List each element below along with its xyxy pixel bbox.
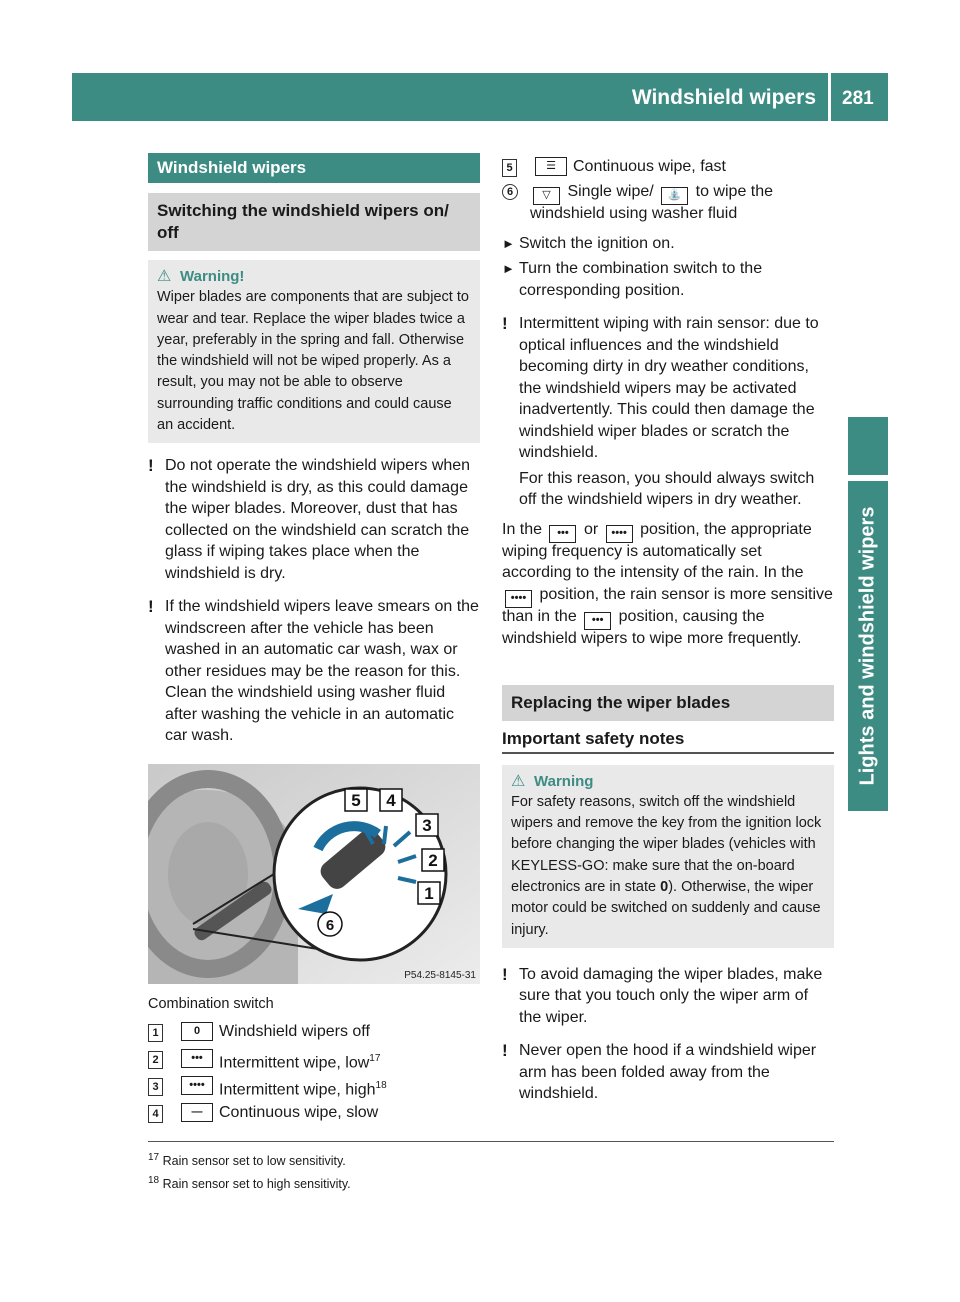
footnote-ref: 18 <box>375 1080 387 1092</box>
intermittent-low-icon: ••• <box>181 1049 213 1068</box>
exclamation-icon: ! <box>502 1041 508 1061</box>
step-arrow-icon: ► <box>502 235 515 251</box>
exclamation-icon: ! <box>502 964 508 984</box>
header-divider <box>828 73 831 121</box>
footnote: $^{17}$ Rain sensor set to low sensitivity. <box>148 1152 346 1169</box>
figure-label-4: 4 <box>386 790 396 810</box>
warning-triangle-icon: ⚠ <box>157 268 172 285</box>
figure-label-5: 5 <box>351 790 361 810</box>
list-item: 2 ••• Intermittent wipe, low$^{17}$ <box>148 1048 480 1069</box>
figure-label-2: 2 <box>428 850 438 870</box>
list-item: 4 — Continuous wipe, slow <box>148 1102 480 1123</box>
continuous-slow-icon: — <box>181 1103 213 1122</box>
chapter-tab[interactable] <box>848 481 888 811</box>
subheading: Important safety notes <box>502 728 834 754</box>
instruction-step: ► Switch the ignition on. <box>502 233 834 255</box>
item-number: 3 <box>148 1078 163 1096</box>
instruction-step: ► Turn the combination switch to the corresponding position. <box>502 260 763 299</box>
item-number: 2 <box>148 1051 163 1069</box>
figure-label-3: 3 <box>422 815 432 835</box>
intermittent-low-icon: ••• <box>584 612 611 630</box>
warning-text: Wiper blades are components that are subject to wear and tear. Replace the wiper blades twice a year, preferably in the spring and fall. Otherwise the windshield will not be wiped properly. As a result, you may not be able to observe surrounding traffic conditions and could cause an accident. <box>157 289 469 434</box>
list-item: 5 ☰ Continuous wipe, fast <box>502 156 834 177</box>
exclamation-icon: ! <box>502 314 508 333</box>
combination-switch-illustration <box>148 764 480 984</box>
right-column <box>502 156 834 1105</box>
figure-label-1: 1 <box>424 883 434 903</box>
list-item: 1 0 Windshield wipers off <box>148 1021 480 1042</box>
subsection-heading: Replacing the wiper blades <box>502 685 834 721</box>
item-number: 4 <box>148 1105 163 1123</box>
caution-note: ! Intermittent wiping with rain sensor: due to optical influences and the windshield becoming dirty in dry weather conditions, the windshield wipers may be activated inadvertently. This could then damage the windshield wiper blades or scratch the windshield. For this reason, you should always switch off the windshield wipers in dry weather. <box>502 314 819 508</box>
subsection-heading: Switching the windshield wipers on/ off <box>148 193 480 251</box>
intermittent-high-icon: •••• <box>505 590 532 608</box>
continuous-fast-icon: ☰ <box>535 157 567 176</box>
washer-fluid-icon: ⛲ <box>661 187 688 205</box>
intermittent-low-icon: ••• <box>549 525 576 543</box>
caution-note: ! Never open the hood if a windshield wiper arm has been folded away from the windshield. <box>502 1041 817 1103</box>
footnote: $^{18}$ Rain sensor set to high sensitivity. <box>148 1175 351 1192</box>
footnote-ref: 17 <box>369 1053 381 1065</box>
section-heading: Windshield wipers <box>148 153 480 183</box>
caution-note: ! Do not operate the windshield wipers when the windshield is dry, as this could damage the wiper blades. Moreover, dust that has collected on the windshield can scratch the glass if wiping takes place when the windshield is dry. <box>148 456 471 582</box>
caution-note: ! To avoid damaging the wiper blades, make sure that you touch only the wiper arm of the wiper. <box>502 964 823 1026</box>
item-number: 5 <box>502 159 517 177</box>
warning-heading: ⚠ Warning <box>534 771 825 792</box>
left-column <box>148 153 480 1123</box>
rain-sensor-paragraph: In the ••• or •••• position, the appropriate wiping frequency is automatically set according to the intensity of the rain. In the •••• position, the rain sensor is more sensitive than in the ••• position, causing the windshield wipers to wipe more frequently. <box>502 520 833 647</box>
warning-triangle-icon: ⚠ <box>511 772 526 790</box>
chapter-tab-label: Lights and windshield wipers <box>856 506 879 786</box>
intermittent-high-icon: •••• <box>181 1076 213 1095</box>
item-number: 1 <box>148 1024 163 1042</box>
combination-switch-figure <box>148 764 480 984</box>
item-number: 6 <box>502 184 518 200</box>
wiper-off-icon: 0 <box>181 1022 213 1041</box>
step-arrow-icon: ► <box>502 261 515 276</box>
figure-label-6: 6 <box>325 916 335 934</box>
intermittent-high-icon: •••• <box>606 525 633 543</box>
side-marker <box>848 417 888 475</box>
figure-caption: Combination switch <box>148 995 274 1012</box>
exclamation-icon: ! <box>148 456 154 476</box>
footnotes <box>148 1141 834 1194</box>
list-item: 6 ▽ Single wipe/ ⛲ to wipe the windshield using washer fluid <box>502 181 834 225</box>
single-wipe-icon: ▽ <box>533 187 560 205</box>
warning-heading: ⚠ Warning! <box>180 266 471 287</box>
warning-box <box>502 765 834 948</box>
exclamation-icon: ! <box>148 597 154 617</box>
warning-text: For safety reasons, switch off the windshield wipers and remove the key from the ignition lock before changing the wiper blades (vehicles with KEYLESS-GO: make sure that the on-board electronics are in state 0). Otherwise, the wiper motor could be switched on suddenly and cause injury. <box>511 793 822 938</box>
warning-box <box>148 260 480 443</box>
page-number: 281 <box>842 88 874 109</box>
list-item: 3 •••• Intermittent wipe, high$^{18}$ <box>148 1075 480 1096</box>
figure-code: P54.25-8145-31 <box>404 969 476 981</box>
page-title: Windshield wipers <box>631 86 816 109</box>
caution-note: ! If the windshield wipers leave smears on the windscreen after the vehicle has been washed in an automatic car wash, wax or other residues may be the reason for this. Clean the windshield using washer fluid after washing the vehicle in an automatic car wash. <box>148 597 479 745</box>
